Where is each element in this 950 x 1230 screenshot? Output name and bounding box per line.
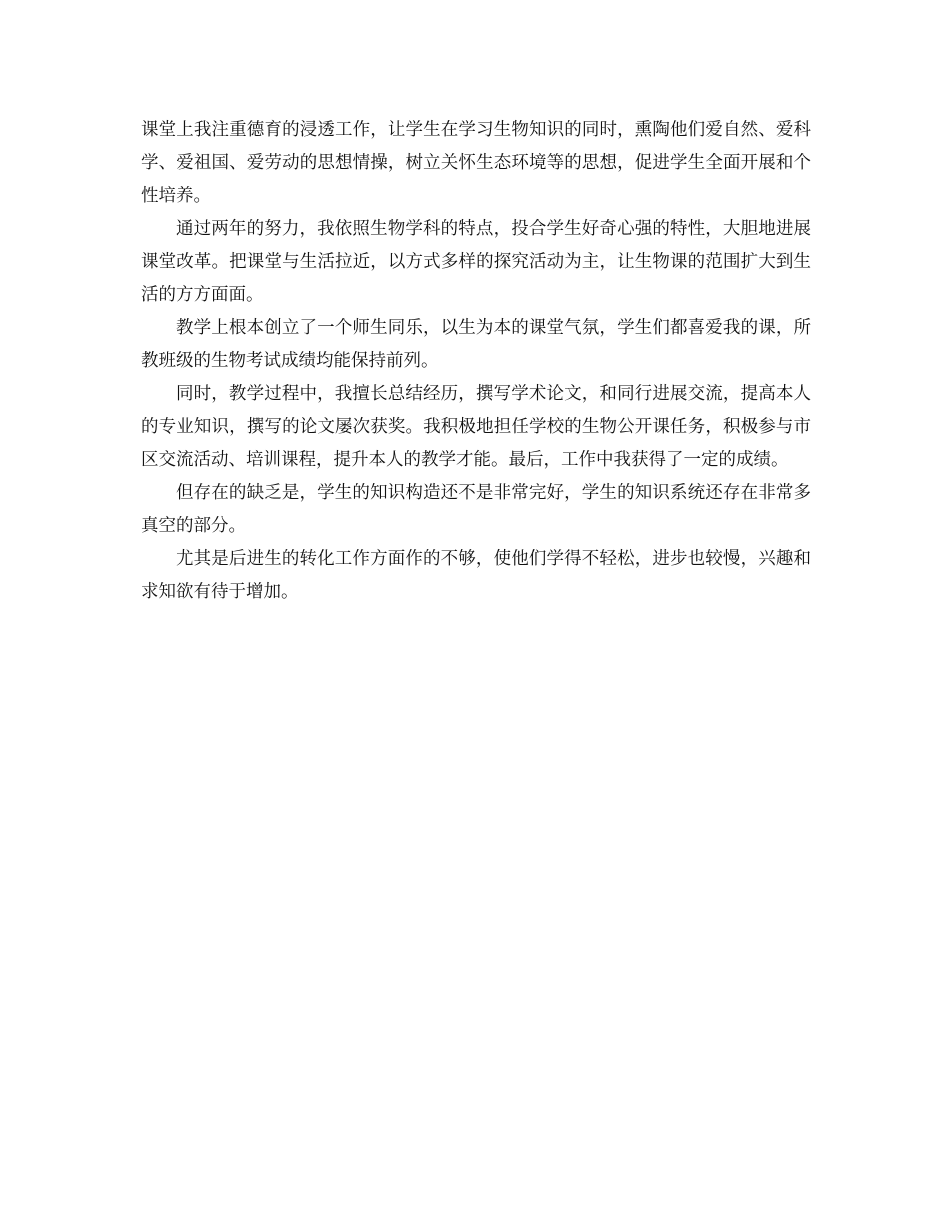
paragraph-4: 同时，教学过程中，我擅长总结经历，撰写学术论文，和同行进展交流，提高本人的专业知识，撰写的论文屡次获奖。我积极地担任学校的生物公开课任务，积极参与市区交流活动、培训课程，提升本人的教学才能。最后，工作中我获得了一定的成绩。	[141, 384, 811, 470]
document-body	[141, 114, 811, 609]
paragraph-6: 尤其是后进生的转化工作方面作的不够，使他们学得不轻松，进步也较慢，兴趣和求知欲有待于增加。	[141, 549, 811, 602]
paragraph-5: 但存在的缺乏是，学生的知识构造还不是非常完好，学生的知识系统还存在非常多真空的部分。	[141, 483, 811, 536]
paragraph-1: 课堂上我注重德育的浸透工作，让学生在学习生物知识的同时，熏陶他们爱自然、爱科学、爱祖国、爱劳动的思想情操，树立关怀生态环境等的思想，促进学生全面开展和个性培养。	[141, 120, 811, 206]
paragraph-2: 通过两年的努力，我依照生物学科的特点，投合学生好奇心强的特性，大胆地进展课堂改革。把课堂与生活拉近，以方式多样的探究活动为主，让生物课的范围扩大到生活的方方面面。	[141, 219, 811, 305]
paragraph-3: 教学上根本创立了一个师生同乐，以生为本的课堂气氛，学生们都喜爱我的课，所教班级的生物考试成绩均能保持前列。	[141, 318, 811, 371]
